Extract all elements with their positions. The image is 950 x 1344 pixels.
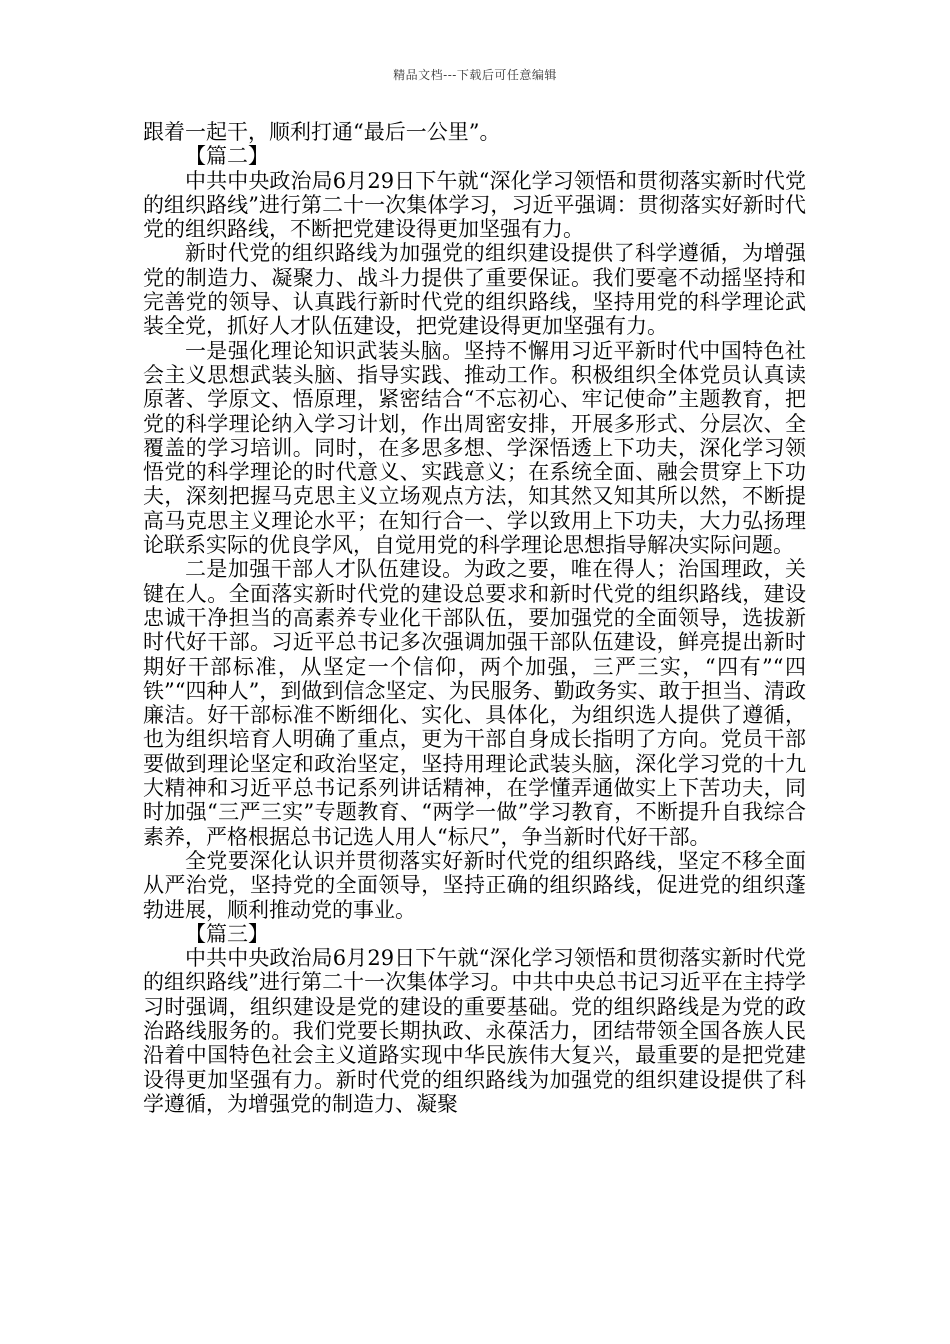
paragraph: 跟着一起干，顺利打通“最后一公里”。: [143, 120, 501, 144]
section-heading: 【篇二】: [185, 144, 269, 169]
document-body: [143, 120, 806, 1116]
paragraph: 中共中央政治局6月29日下午就“深化学习领悟和贯彻落实新时代党的组织路线”进行第二十一次集体学习。中共中央总书记习近平在主持学习时强调，组织建设是党的建设的重要基础。党的组织路线是为党的政治路线服务的。我们党要长期执政、永葆活力，团结带领全国各族人民沿着中国特色社会主义道路实现中华民族伟大复兴，最重要的是把党建设得更加坚强有力。新时代党的组织路线为加强党的组织建设提供了科学遵循，为增强党的制造力、凝聚: [143, 946, 806, 1116]
paragraph: 全党要深化认识并贯彻落实好新时代党的组织路线，坚定不移全面从严治党，坚持党的全面领导，坚持正确的组织路线，促进党的组织蓬勃进展，顺利推动党的事业。: [143, 848, 806, 922]
paragraph: 中共中央政治局6月29日下午就“深化学习领悟和贯彻落实新时代党的组织路线”进行第二十一次集体学习，习近平强调：贯彻落实好新时代党的组织路线，不断把党建设得更加坚强有力。: [143, 168, 806, 242]
section-heading: 【篇三】: [185, 921, 269, 946]
paragraph: 二是加强干部人才队伍建设。为政之要，唯在得人；治国理政，关键在人。全面落实新时代党的建设总要求和新时代党的组织路线，建设忠诚干净担当的高素养专业化干部队伍，要加强党的全面领导，选拔新时代好干部。习近平总书记多次强调加强干部队伍建设，鲜亮提出新时期好干部标准，从坚定一个信仰，两个加强，三严三实，“四有”“四铁”“四种人”，到做到信念坚定、为民服务、勤政务实、敢于担当、清政廉洁。好干部标准不断细化、实化、具体化，为组织选人提供了遵循，也为组织培育人明确了重点，更为干部自身成长指明了方向。党员干部要做到理论坚定和政治坚定，坚持用理论武装头脑，深化学习党的十九大精神和习近平总书记系列讲话精神，在学懂弄通做实上下苦功夫，同时加强“三严三实”专题教育、“两学一做”学习教育，不断提升自我综合素养，严格根据总书记选人用人“标尺”，争当新时代好干部。: [143, 557, 806, 849]
paragraph: 新时代党的组织路线为加强党的组织建设提供了科学遵循，为增强党的制造力、凝聚力、战斗力提供了重要保证。我们要毫不动摇坚持和完善党的领导、认真践行新时代党的组织路线，坚持用党的科学理论武装全党，抓好人才队伍建设，把党建设得更加坚强有力。: [143, 241, 806, 339]
paragraph: 一是强化理论知识武装头脑。坚持不懈用习近平新时代中国特色社会主义思想武装头脑、指导实践、推动工作。积极组织全体党员认真读原著、学原文、悟原理，紧密结合“不忘初心、牢记使命”主题教育，把党的科学理论纳入学习计划，作出周密安排，开展多形式、分层次、全覆盖的学习培训。同时，在多思多想、学深悟透上下功夫，深化学习领悟党的科学理论的时代意义、实践意义；在系统全面、融会贯穿上下功夫，深刻把握马克思主义立场观点方法，知其然又知其所以然，不断提高马克思主义理论水平；在知行合一、学以致用上下功夫，大力弘扬理论联系实际的优良学风，自觉用党的科学理论思想指导解决实际问题。: [143, 338, 806, 558]
page-header: 精品文档---下载后可任意编辑: [393, 68, 557, 82]
